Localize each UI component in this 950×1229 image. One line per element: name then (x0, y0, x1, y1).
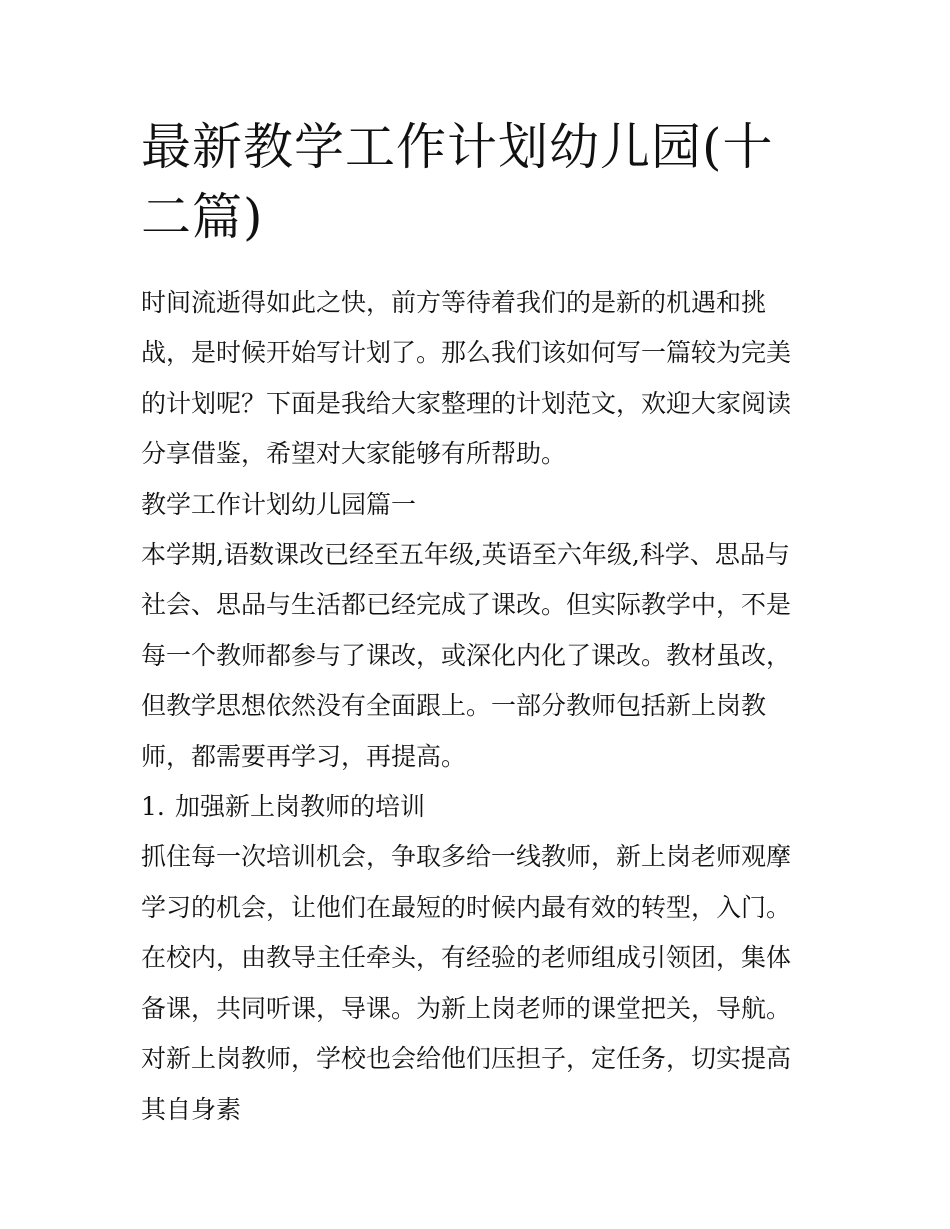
body-paragraph-2: 抓住每一次培训机会，争取多给一线教师，新上岗老师观摩学习的机会，让他们在最短的时候内最有效的转型，入门。在校内，由教导主任牵头，有经验的老师组成引领团，集体备课，共同听课，导课。为新上岗老师的课堂把关，导航。对新上岗教师，学校也会给他们压担子，定任务，切实提高其自身素 (141, 842, 792, 1124)
item-number: 1. (141, 792, 165, 822)
document-title: 最新教学工作计划幼儿园(十二篇) (141, 118, 774, 246)
body-paragraph: 本学期,语数课改已经至五年级,英语至六年级,科学、思品与社会、思品与生活都已经完成了课改。但实际教学中，不是每一个教师都参与了课改，或深化内化了课改。教材虽改，但教学思想依然没有全面跟上。一部分教师包括新上岗教师，都需要再学习，再提高。 (141, 540, 792, 771)
section-heading: 教学工作计划幼儿园篇一 (141, 489, 417, 519)
item-text: 加强新上岗教师的培训 (175, 792, 426, 822)
document-body (141, 278, 813, 1135)
intro-paragraph: 时间流逝得如此之快，前方等待着我们的是新的机遇和挑战，是时候开始写计划了。那么我们该如何写一篇较为完美的计划呢？下面是我给大家整理的计划范文，欢迎大家阅读分享借鉴，希望对大家能够有所帮助。 (141, 288, 792, 469)
document-content (141, 112, 813, 1135)
numbered-heading (141, 782, 813, 832)
